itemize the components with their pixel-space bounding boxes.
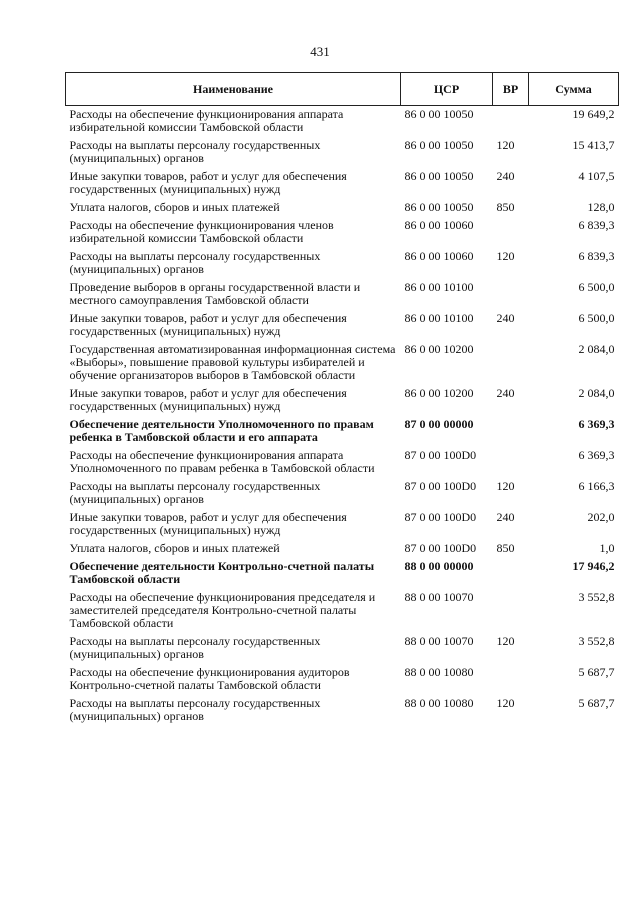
row-name: Расходы на обеспечение функционирования аудиторов Контрольно-счетной палаты Тамбовской области bbox=[69, 665, 350, 692]
header-csr: ЦСР bbox=[401, 73, 493, 106]
row-csr: 88 0 00 10070 bbox=[404, 634, 474, 648]
table-row bbox=[66, 478, 619, 509]
row-vr: 120 bbox=[496, 479, 515, 493]
row-vr: 850 bbox=[496, 541, 515, 555]
row-sum: 6 500,0 bbox=[578, 280, 615, 294]
table-row bbox=[66, 199, 619, 217]
table-row bbox=[66, 509, 619, 540]
row-vr bbox=[493, 279, 529, 310]
row-name: Иные закупки товаров, работ и услуг для обеспечения государственных (муниципальных) нужд bbox=[69, 510, 347, 537]
row-vr bbox=[493, 217, 529, 248]
row-vr bbox=[493, 341, 529, 385]
table-row bbox=[66, 664, 619, 695]
table-row bbox=[66, 137, 619, 168]
row-sum: 4 107,5 bbox=[578, 169, 615, 183]
row-csr: 87 0 00 100D0 bbox=[404, 448, 477, 462]
row-csr: 86 0 00 10100 bbox=[404, 311, 474, 325]
row-csr: 88 0 00 10080 bbox=[404, 696, 474, 710]
table-row bbox=[66, 558, 619, 589]
row-sum: 5 687,7 bbox=[578, 696, 615, 710]
table-row bbox=[66, 341, 619, 385]
row-vr: 240 bbox=[496, 169, 515, 183]
table-row bbox=[66, 589, 619, 633]
row-sum: 17 946,2 bbox=[572, 559, 615, 573]
row-csr: 86 0 00 10200 bbox=[404, 342, 474, 356]
header-vr: ВР bbox=[493, 73, 529, 106]
row-name: Расходы на обеспечение функционирования членов избирательной комиссии Тамбовской области bbox=[69, 218, 334, 245]
row-vr: 240 bbox=[496, 510, 515, 524]
table-body bbox=[66, 106, 619, 727]
row-name: Расходы на обеспечение функционирования председателя и заместителей председателя Контрольно-счетной палаты Тамбовской области bbox=[69, 590, 376, 630]
row-name: Расходы на выплаты персоналу государственных (муниципальных) органов bbox=[69, 138, 321, 165]
table-row bbox=[66, 416, 619, 447]
row-sum: 128,0 bbox=[587, 200, 615, 214]
table-row bbox=[66, 279, 619, 310]
row-sum: 2 084,0 bbox=[578, 342, 615, 356]
row-sum: 6 369,3 bbox=[578, 448, 615, 462]
row-csr: 86 0 00 10100 bbox=[404, 280, 474, 294]
row-vr bbox=[493, 558, 529, 589]
row-csr: 86 0 00 10050 bbox=[404, 138, 474, 152]
header-name: Наименование bbox=[66, 73, 401, 106]
row-csr: 87 0 00 100D0 bbox=[404, 510, 477, 524]
row-csr: 88 0 00 10070 bbox=[404, 590, 474, 604]
table-row bbox=[66, 540, 619, 558]
row-csr: 87 0 00 100D0 bbox=[404, 541, 477, 555]
row-vr bbox=[493, 447, 529, 478]
row-csr: 88 0 00 00000 bbox=[404, 559, 474, 573]
table-row bbox=[66, 106, 619, 138]
row-name: Иные закупки товаров, работ и услуг для обеспечения государственных (муниципальных) нужд bbox=[69, 169, 347, 196]
row-sum: 3 552,8 bbox=[578, 590, 615, 604]
row-vr: 240 bbox=[496, 311, 515, 325]
table-row bbox=[66, 248, 619, 279]
row-csr: 86 0 00 10060 bbox=[404, 218, 474, 232]
row-name: Расходы на выплаты персоналу государственных (муниципальных) органов bbox=[69, 634, 321, 661]
row-vr: 120 bbox=[496, 634, 515, 648]
row-sum: 19 649,2 bbox=[572, 107, 615, 121]
row-sum: 3 552,8 bbox=[578, 634, 615, 648]
table-row bbox=[66, 168, 619, 199]
table-row bbox=[66, 217, 619, 248]
row-csr: 86 0 00 10060 bbox=[404, 249, 474, 263]
row-name: Иные закупки товаров, работ и услуг для обеспечения государственных (муниципальных) нужд bbox=[69, 311, 347, 338]
table-row bbox=[66, 385, 619, 416]
row-csr: 88 0 00 10080 bbox=[404, 665, 474, 679]
row-vr bbox=[493, 589, 529, 633]
row-vr bbox=[493, 416, 529, 447]
table-row bbox=[66, 447, 619, 478]
row-csr: 86 0 00 10050 bbox=[404, 169, 474, 183]
page-number: 431 bbox=[310, 44, 330, 59]
table-header-row bbox=[66, 73, 619, 106]
row-sum: 6 500,0 bbox=[578, 311, 615, 325]
row-vr: 850 bbox=[496, 200, 515, 214]
row-csr: 86 0 00 10200 bbox=[404, 386, 474, 400]
row-vr bbox=[493, 106, 529, 138]
row-sum: 1,0 bbox=[599, 541, 615, 555]
row-sum: 6 839,3 bbox=[578, 218, 615, 232]
row-sum: 202,0 bbox=[587, 510, 615, 524]
row-name: Расходы на выплаты персоналу государственных (муниципальных) органов bbox=[69, 696, 321, 723]
row-name: Обеспечение деятельности Контрольно-счетной палаты Тамбовской области bbox=[69, 559, 375, 586]
row-sum: 6 166,3 bbox=[578, 479, 615, 493]
header-sum: Сумма bbox=[529, 73, 619, 106]
row-vr: 240 bbox=[496, 386, 515, 400]
budget-table bbox=[65, 72, 619, 726]
row-vr: 120 bbox=[496, 138, 515, 152]
row-sum: 5 687,7 bbox=[578, 665, 615, 679]
row-csr: 87 0 00 00000 bbox=[404, 417, 474, 431]
row-vr: 120 bbox=[496, 696, 515, 710]
row-name: Проведение выборов в органы государственной власти и местного самоуправления Тамбовской области bbox=[69, 280, 361, 307]
row-sum: 15 413,7 bbox=[572, 138, 615, 152]
row-name: Иные закупки товаров, работ и услуг для обеспечения государственных (муниципальных) нужд bbox=[69, 386, 347, 413]
row-csr: 86 0 00 10050 bbox=[404, 107, 474, 121]
row-vr bbox=[493, 664, 529, 695]
row-name: Расходы на выплаты персоналу государственных (муниципальных) органов bbox=[69, 249, 321, 276]
row-name: Уплата налогов, сборов и иных платежей bbox=[69, 541, 280, 555]
row-name: Обеспечение деятельности Уполномоченного по правам ребенка в Тамбовской области и его аппарата bbox=[69, 417, 374, 444]
row-name: Расходы на выплаты персоналу государственных (муниципальных) органов bbox=[69, 479, 321, 506]
row-name: Государственная автоматизированная информационная система «Выборы», повышение правовой культуры избирателей и обучение организаторов выборов в Тамбовской области bbox=[69, 342, 396, 382]
row-csr: 86 0 00 10050 bbox=[404, 200, 474, 214]
row-vr: 120 bbox=[496, 249, 515, 263]
row-csr: 87 0 00 100D0 bbox=[404, 479, 477, 493]
table-row bbox=[66, 633, 619, 664]
table-row bbox=[66, 695, 619, 726]
row-sum: 2 084,0 bbox=[578, 386, 615, 400]
row-sum: 6 839,3 bbox=[578, 249, 615, 263]
row-sum: 6 369,3 bbox=[578, 417, 615, 431]
row-name: Расходы на обеспечение функционирования аппарата Уполномоченного по правам ребенка в Тамбовской области bbox=[69, 448, 375, 475]
row-name: Расходы на обеспечение функционирования аппарата избирательной комиссии Тамбовской области bbox=[69, 107, 344, 134]
row-name: Уплата налогов, сборов и иных платежей bbox=[69, 200, 280, 214]
table-row bbox=[66, 310, 619, 341]
